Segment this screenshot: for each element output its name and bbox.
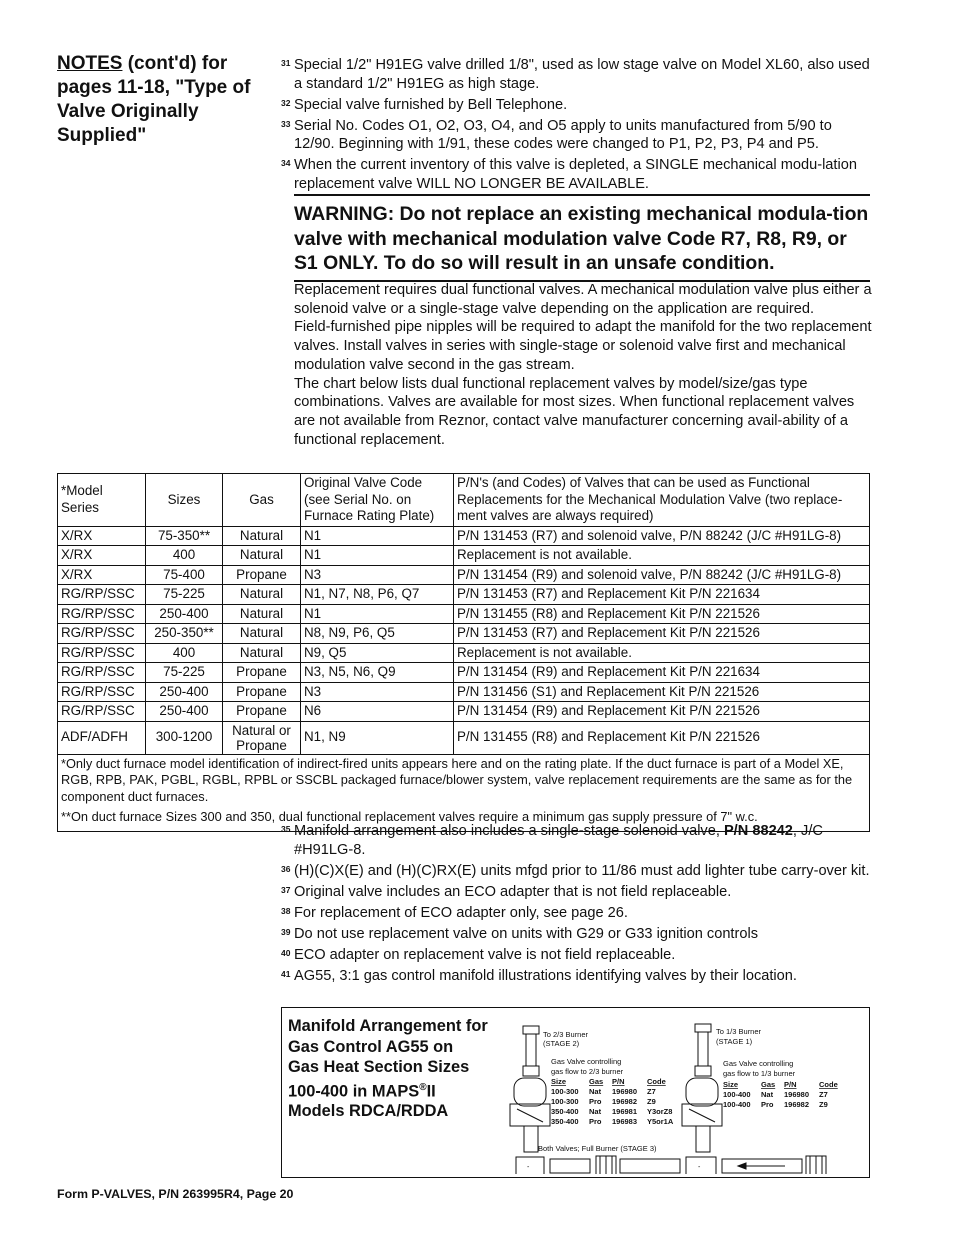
header-model-series: *Model Series xyxy=(58,474,146,527)
svg-text:Nat: Nat xyxy=(589,1087,602,1096)
table-header-row xyxy=(58,474,870,527)
svg-text:Nat: Nat xyxy=(761,1090,774,1099)
replacement-valve-table xyxy=(57,473,870,832)
svg-text:100-400: 100-400 xyxy=(723,1090,751,1099)
table-row: X/RX 75-350** Natural N1 P/N 131453 (R7) and solenoid valve, P/N 88242 (J/C #H91LG-8) xyxy=(58,526,870,546)
note-40: 40 ECO adapter on replacement valve is not field replaceable. xyxy=(281,947,676,964)
right-burner-label: To 1/3 Burner xyxy=(716,1027,762,1036)
svg-text:Y3orZ8: Y3orZ8 xyxy=(647,1107,673,1116)
header-sizes: Sizes xyxy=(146,474,223,527)
warning-text: WARNING: Do not replace an existing mechanical modula-tion valve with mechanical modulation valve Code R7, R8, R9, or S1 ONLY. To do so will result in an unsafe condition. xyxy=(294,203,869,274)
notes-word: NOTES xyxy=(57,53,123,74)
svg-text:Z7: Z7 xyxy=(647,1087,656,1096)
note-41: 41 AG55, 3:1 gas control manifold illustrations identifying valves by their location. xyxy=(281,968,797,985)
header-replacements: P/N's (and Codes) of Valves that can be used as Functional Replacements for the Mechanical Modulation Valve (two replace-ment valves are always required) xyxy=(454,474,870,527)
svg-text:Gas: Gas xyxy=(761,1080,776,1089)
paragraph-2: Field-furnished pipe nipples will be required to adapt the manifold for the two replacement valves. Install valves in series with single-stage or solenoid valve first and mechanical modulation valve second in the gas stream. xyxy=(294,319,872,373)
svg-text:Pro: Pro xyxy=(761,1100,774,1109)
replacement-paragraphs xyxy=(294,281,872,449)
svg-text:100-400: 100-400 xyxy=(723,1100,751,1109)
right-ctrl-line2: gas flow to 1/3 burner xyxy=(723,1069,796,1078)
svg-text:Pro: Pro xyxy=(589,1097,602,1106)
note-33: 33 Serial No. Codes O1, O2, O3, O4, and O5 apply to units manufactured from 5/90 to 12/90. Beginning with 1/91, these codes were changed to P1, P2, P3, P4 and P5. xyxy=(281,117,832,153)
both-valves-label: Both Valves; Full Burner (STAGE 3) xyxy=(538,1144,657,1153)
svg-text:Code: Code xyxy=(819,1080,838,1089)
svg-text:196980: 196980 xyxy=(784,1090,810,1099)
note-32: 32 Special valve furnished by Bell Telephone. xyxy=(281,96,568,113)
svg-text:Z9: Z9 xyxy=(647,1097,656,1106)
table-row: RG/RP/SSC 250-400 Natural N1 P/N 131455 (R8) and Replacement Kit P/N 221526 xyxy=(58,604,870,624)
page-footer: Form P-VALVES, P/N 263995R4, Page 20 xyxy=(57,1187,294,1201)
note-31: 31 Special 1/2" H91EG valve drilled 1/8", used as low stage valve on Model XL60, also used a standard 1/2" H91EG as high stage. xyxy=(281,57,870,92)
table-row: RG/RP/SSC 250-350** Natural N8, N9, P6, Q5 P/N 131453 (R7) and Replacement Kit P/N 221526 xyxy=(58,624,870,644)
header-gas: Gas xyxy=(223,474,301,527)
svg-text:196980: 196980 xyxy=(612,1087,638,1096)
left-ctrl-line2: gas flow to 2/3 burner xyxy=(551,1067,624,1076)
table-row: RG/RP/SSC 75-225 Natural N1, N7, N8, P6, Q7 P/N 131453 (R7) and Replacement Kit P/N 221634 xyxy=(58,585,870,605)
note-34: 34 When the current inventory of this valve is depleted, a SINGLE mechanical modu-lation replacement valve WILL NO LONGER BE AVAILABLE. xyxy=(281,157,857,193)
svg-text:196982: 196982 xyxy=(612,1097,638,1106)
svg-text:Pro: Pro xyxy=(589,1117,602,1126)
svg-text:196981: 196981 xyxy=(612,1107,638,1116)
table-footnote-row xyxy=(58,754,870,806)
left-valve-table xyxy=(551,1077,674,1126)
table-row: X/RX 400 Natural N1 Replacement is not available. xyxy=(58,546,870,566)
note-37: 37 Original valve includes an ECO adapter that is not field replaceable. xyxy=(281,883,732,900)
header-original-code: Original Valve Code (see Serial No. on Furnace Rating Plate) xyxy=(301,474,454,527)
svg-text:Code: Code xyxy=(647,1077,666,1086)
svg-text:Y5or1A: Y5or1A xyxy=(647,1117,674,1126)
table-row: RG/RP/SSC 250-400 Propane N3 P/N 131456 (S1) and Replacement Kit P/N 221526 xyxy=(58,682,870,702)
svg-text:P/N: P/N xyxy=(612,1077,625,1086)
svg-text:P/N: P/N xyxy=(784,1080,797,1089)
warning-box xyxy=(294,194,870,282)
manifold-arrangement-box xyxy=(281,1007,870,1178)
right-valve-table xyxy=(723,1080,838,1109)
svg-text:Gas: Gas xyxy=(589,1077,604,1086)
svg-text:350-400: 350-400 xyxy=(551,1107,579,1116)
notes-bottom xyxy=(281,822,871,988)
table-row: X/RX 75-400 Propane N3 P/N 131454 (R9) and solenoid valve, P/N 88242 (J/C #H91LG-8) xyxy=(58,565,870,585)
table-footnote-2: **On duct furnace Sizes 300 and 350, dual functional replacement valves require a minimum gas supply pressure of 7" w.c. xyxy=(58,806,870,831)
note-35: 35 Manifold arrangement also includes a single-stage solenoid valve, P/N 88242, J/C #H91LG-8. xyxy=(281,823,823,858)
note-38: 38 For replacement of ECO adapter only, see page 26. xyxy=(281,904,628,921)
note-39: 39 Do not use replacement valve on units with G29 or G33 ignition controls xyxy=(281,925,759,942)
table-footnote-1: *Only duct furnace model identification of indirect-fired units appears here and on the rating plate. If the duct furnace is part of a Model XE, RGB, RPB, PAK, PGBL, RGBL, RPBL or SSCBL packaged furnace/blower system, valve replacement requirements are the same as for the component duct furnaces. xyxy=(58,754,870,806)
manifold-diagram xyxy=(500,1014,860,1174)
right-ctrl-line1: Gas Valve controlling xyxy=(723,1059,794,1068)
paragraph-1: Replacement requires dual functional valves. A mechanical modulation valve plus either a solenoid valve or a single-stage valve depending on the application are required. xyxy=(294,282,872,317)
svg-text:Z7: Z7 xyxy=(819,1090,828,1099)
manifold-pipe xyxy=(516,1156,826,1174)
left-ctrl-line1: Gas Valve controlling xyxy=(551,1057,622,1066)
table-row: ADF/ADFH 300-1200 Natural or Propane N1, N9 P/N 131455 (R8) and Replacement Kit P/N 221526 xyxy=(58,721,870,754)
paragraph-3: The chart below lists dual functional replacement valves by model/size/gas type combinations. Valves are available for most sizes. When functional replacement valves are not available from Reznor, contact valve manufacturer concerning avail-ability of a functional replacement. xyxy=(294,375,855,448)
svg-text:-: - xyxy=(698,1164,701,1171)
svg-text:100-300: 100-300 xyxy=(551,1097,579,1106)
side-title xyxy=(57,52,267,148)
right-stage-label: (STAGE 1) xyxy=(716,1037,753,1046)
notes-top xyxy=(281,56,871,196)
svg-text:100-300: 100-300 xyxy=(551,1087,579,1096)
svg-text:-: - xyxy=(527,1164,530,1171)
svg-text:Size: Size xyxy=(723,1080,739,1089)
left-burner-label: To 2/3 Burner xyxy=(543,1030,589,1039)
manifold-box-title: Manifold Arrangement for Gas Control AG55 on Gas Heat Section Sizes 100-400 in MAPS®II Models RDCA/RDDA xyxy=(288,1017,488,1121)
side-title-rest: (cont'd) for pages 11-18, "Type of Valve Originally Supplied" xyxy=(57,53,251,146)
svg-text:196982: 196982 xyxy=(784,1100,810,1109)
svg-text:Z9: Z9 xyxy=(819,1100,828,1109)
table-row: RG/RP/SSC 250-400 Propane N6 P/N 131454 (R9) and Replacement Kit P/N 221526 xyxy=(58,702,870,722)
note-36: 36 (H)(C)X(E) and (H)(C)RX(E) units mfgd prior to 11/86 must add lighter tube carry-over kit. xyxy=(281,862,870,879)
svg-text:Size: Size xyxy=(551,1077,567,1086)
table-row: RG/RP/SSC 75-225 Propane N3, N5, N6, Q9 P/N 131454 (R9) and Replacement Kit P/N 221634 xyxy=(58,663,870,683)
svg-text:350-400: 350-400 xyxy=(551,1117,579,1126)
svg-text:196983: 196983 xyxy=(612,1117,638,1126)
table-row: RG/RP/SSC 400 Natural N9, Q5 Replacement is not available. xyxy=(58,643,870,663)
svg-text:Nat: Nat xyxy=(589,1107,602,1116)
left-stage-label: (STAGE 2) xyxy=(543,1039,580,1048)
